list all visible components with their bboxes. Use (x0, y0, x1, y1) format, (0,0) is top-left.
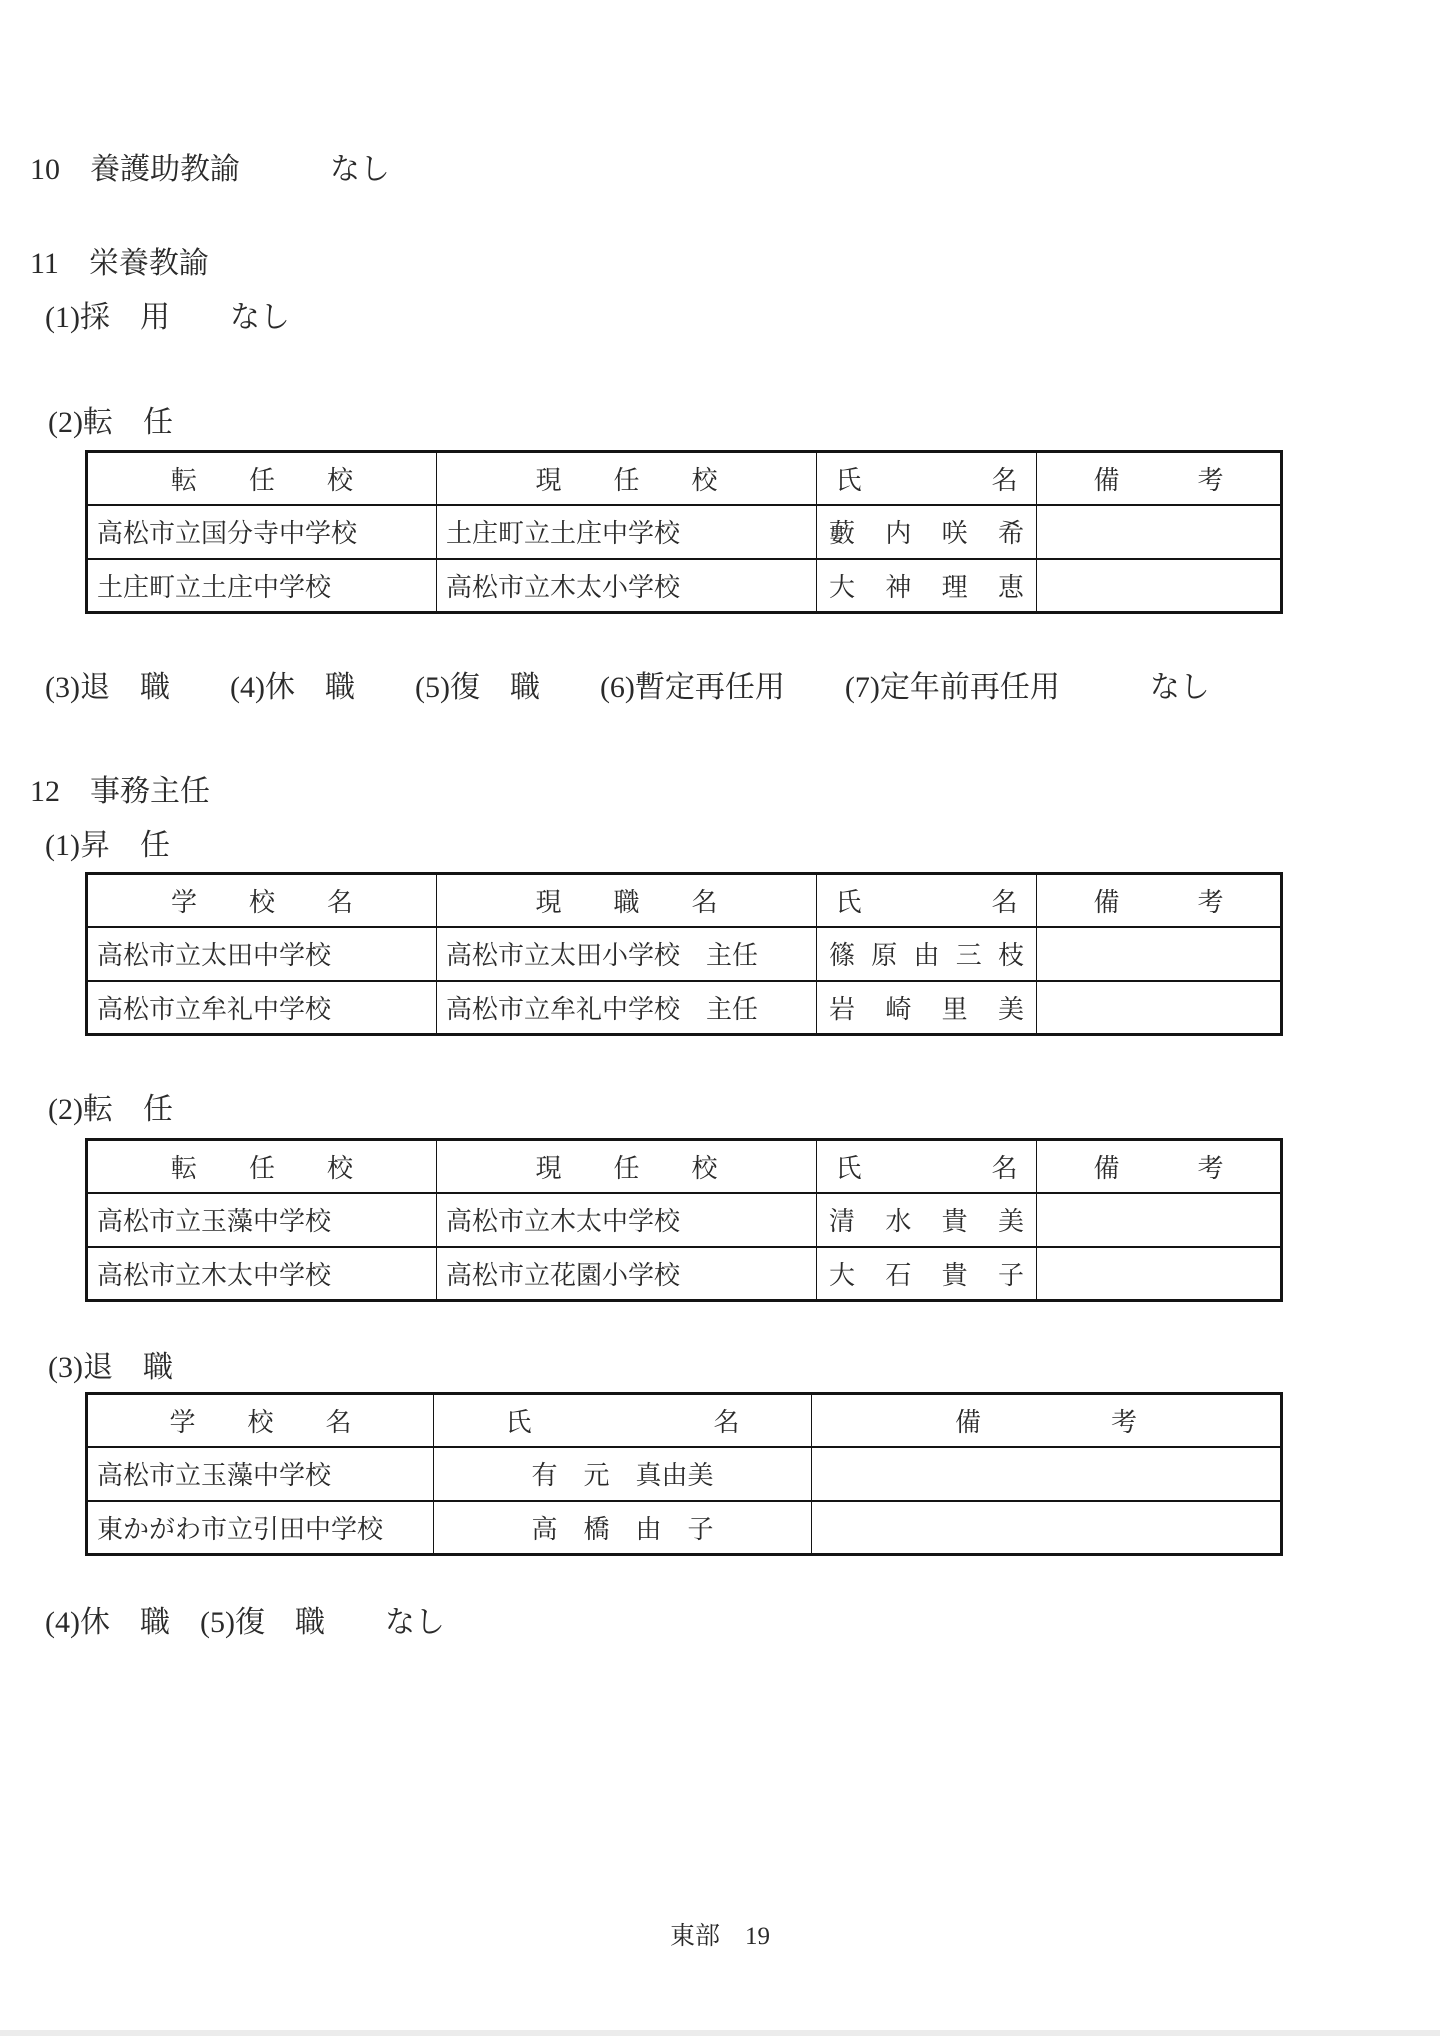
header-name: 氏 名 (817, 874, 1037, 927)
header-remarks: 備 考 (1037, 1140, 1282, 1193)
remarks-cell (1037, 981, 1282, 1035)
header-school-name: 学 校 名 (87, 874, 437, 927)
school-name-cell: 高松市立玉藻中学校 (87, 1193, 437, 1247)
school-name-cell: 高松市立国分寺中学校 (87, 505, 437, 559)
person-name-cell: 藪 内 咲 希 (817, 505, 1037, 559)
table-header-row (87, 1140, 1282, 1193)
current-post-cell: 高松市立牟礼中学校 主任 (437, 981, 817, 1035)
person-name-cell: 篠 原 由 三 枝 (817, 927, 1037, 981)
page-bottom-edge (0, 2030, 1440, 2036)
section-12-misc-line: (4)休 職 (5)復 職 なし (45, 1606, 445, 1639)
school-name-cell: 高松市立木太中学校 (87, 1247, 437, 1301)
person-name-cell: 岩 崎 里 美 (817, 981, 1037, 1035)
section-11-tennin-label: (2)転 任 (48, 406, 173, 439)
table-row (87, 981, 1282, 1035)
header-current-school: 現 任 校 (437, 452, 817, 505)
table-row (87, 927, 1282, 981)
remarks-cell (1037, 559, 1282, 613)
header-remarks: 備 考 (812, 1394, 1282, 1447)
header-remarks: 備 考 (1037, 452, 1282, 505)
header-name: 氏 名 (434, 1394, 812, 1447)
header-name: 氏 名 (817, 452, 1037, 505)
header-current-school: 現 任 校 (437, 1140, 817, 1193)
table-row (87, 559, 1282, 613)
jimushunin-tennin-table (85, 1138, 1283, 1302)
jimushunin-shonin-table (85, 872, 1283, 1036)
jimushunin-taishoku-table (85, 1392, 1283, 1556)
remarks-cell (1037, 1193, 1282, 1247)
person-name-cell: 清 水 貴 美 (817, 1193, 1037, 1247)
section-10-heading: 10 養護助教諭 なし (30, 153, 390, 186)
table-row (87, 1501, 1282, 1555)
header-transfer-school: 転 任 校 (87, 452, 437, 505)
school-name-cell: 土庄町立土庄中学校 (87, 559, 437, 613)
section-12-tennin-label: (2)転 任 (48, 1093, 173, 1126)
person-name-cell: 高 橋 由 子 (434, 1501, 812, 1555)
table-row (87, 1193, 1282, 1247)
section-12-taishoku-label: (3)退 職 (48, 1351, 173, 1384)
section-11-saiyo-line: (1)採 用 なし (45, 301, 290, 334)
table-header-row (87, 1394, 1282, 1447)
table-header-row (87, 874, 1282, 927)
remarks-cell (1037, 1247, 1282, 1301)
table-row (87, 1247, 1282, 1301)
school-name-cell: 高松市立玉藻中学校 (87, 1447, 434, 1501)
header-transfer-school: 転 任 校 (87, 1140, 437, 1193)
section-12-heading: 12 事務主任 (30, 775, 210, 808)
header-name: 氏 名 (817, 1140, 1037, 1193)
header-school-name: 学 校 名 (87, 1394, 434, 1447)
school-name-cell: 高松市立牟礼中学校 (87, 981, 437, 1035)
section-11-misc-line: (3)退 職 (4)休 職 (5)復 職 (6)暫定再任用 (7)定年前再任用 なし (45, 671, 1210, 704)
header-remarks: 備 考 (1037, 874, 1282, 927)
school-name-cell: 高松市立木太小学校 (437, 559, 817, 613)
school-name-cell: 東かがわ市立引田中学校 (87, 1501, 434, 1555)
table-row (87, 1447, 1282, 1501)
current-post-cell: 高松市立太田小学校 主任 (437, 927, 817, 981)
school-name-cell: 土庄町立土庄中学校 (437, 505, 817, 559)
school-name-cell: 高松市立花園小学校 (437, 1247, 817, 1301)
table-row (87, 505, 1282, 559)
page-footer: 東部 19 (669, 1923, 770, 1950)
person-name-cell: 大 石 貴 子 (817, 1247, 1037, 1301)
section-11-heading: 11 栄養教諭 (30, 247, 209, 280)
remarks-cell (1037, 505, 1282, 559)
person-name-cell: 大 神 理 恵 (817, 559, 1037, 613)
remarks-cell (1037, 927, 1282, 981)
table-header-row (87, 452, 1282, 505)
person-name-cell: 有 元 真由美 (434, 1447, 812, 1501)
header-current-post: 現 職 名 (437, 874, 817, 927)
remarks-cell (812, 1447, 1282, 1501)
school-name-cell: 高松市立木太中学校 (437, 1193, 817, 1247)
school-name-cell: 高松市立太田中学校 (87, 927, 437, 981)
section-12-shonin-label: (1)昇 任 (45, 829, 170, 862)
remarks-cell (812, 1501, 1282, 1555)
eiyokyoyu-tennin-table (85, 450, 1283, 614)
